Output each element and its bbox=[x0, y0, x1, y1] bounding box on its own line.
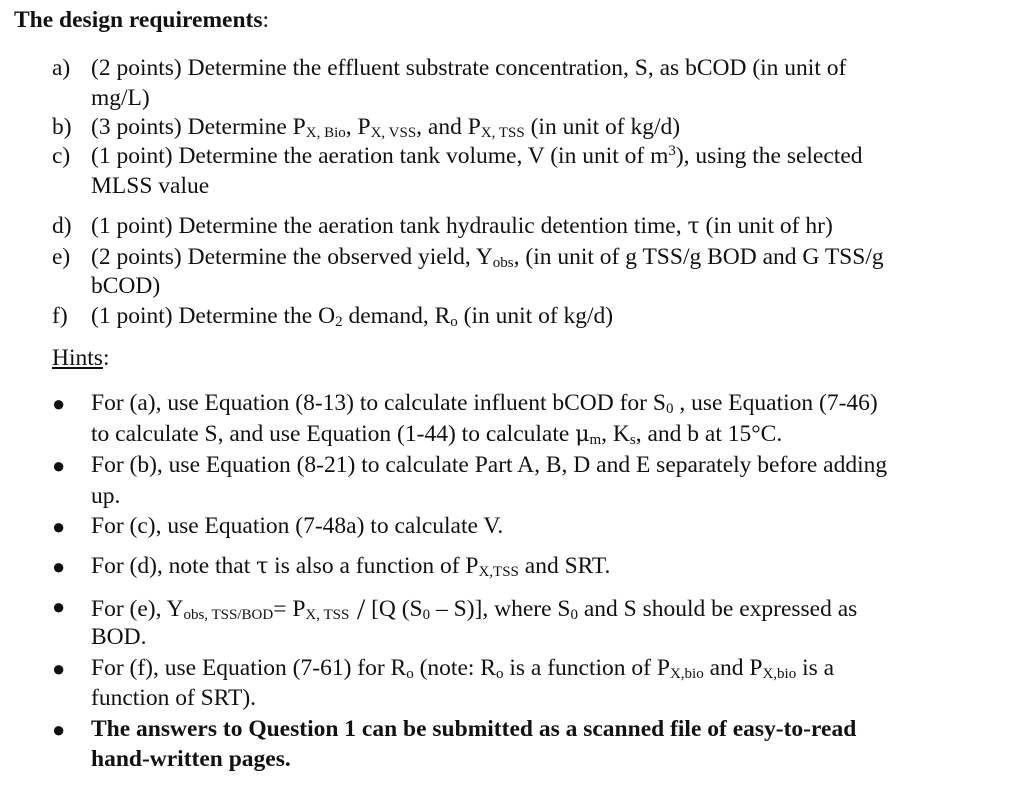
hint-text: up. bbox=[91, 483, 121, 509]
requirement-text: (2 points) Determine the observed yield, $Y_{obs}$, (in unit of g TSS/g BOD and G TSS/g bbox=[91, 244, 884, 271]
bullet-icon: ● bbox=[52, 453, 66, 478]
hint-text: For (e), $Y_{obs, TSS/BOD}= P_{X, TSS} / [Q$ $(S_0 - S)$], where $S_0$ and S should be expressed as bbox=[91, 593, 858, 626]
hint-text: to calculate S, and use Equation (1-44) to calculate $\mu_m$, $K_s$, and b at 15°C. bbox=[91, 421, 783, 448]
hints-title: Hints bbox=[52, 345, 103, 371]
design-requirements-title bbox=[14, 9, 269, 33]
requirement-text: (1 point) Determine the $O_2$ demand, $R_o$ (in unit of kg/d) bbox=[91, 303, 614, 330]
requirement-label: d) bbox=[52, 213, 72, 239]
bullet-icon: ● bbox=[52, 391, 66, 416]
requirement-text: mg/L) bbox=[91, 85, 150, 111]
hints-colon: : bbox=[102, 345, 110, 371]
hint-text: For (f), use Equation (7-61) for $R_o$ (note: $R_o$ is a function of $P_{X,bio}$ and $P_{X,bio}$ is a bbox=[91, 655, 835, 682]
hint-text: function of SRT). bbox=[91, 685, 257, 711]
requirement-text: (1 point) Determine the aeration tank volume, V (in unit of $m^3$), using the selected bbox=[91, 143, 863, 169]
hint-text: For (d), note that τ is also a function of $P_{X,TSS}$ and SRT. bbox=[91, 553, 611, 580]
requirement-label: a) bbox=[52, 55, 71, 81]
requirement-text: MLSS value bbox=[91, 173, 210, 199]
requirement-text: bCOD) bbox=[91, 273, 161, 299]
requirement-label: e) bbox=[52, 244, 71, 270]
bullet-icon: ● bbox=[52, 594, 66, 619]
title-text: The design requirements bbox=[14, 7, 263, 33]
bullet-icon: ● bbox=[52, 514, 66, 539]
hint-text: BOD. bbox=[91, 624, 147, 650]
bullet-icon: ● bbox=[52, 554, 66, 579]
hint-text: The answers to Question 1 can be submitted as a scanned file of easy-to-read bbox=[91, 716, 857, 742]
bullet-icon: ● bbox=[52, 717, 66, 742]
requirement-label: f) bbox=[52, 303, 68, 329]
requirement-label: c) bbox=[52, 143, 71, 169]
requirement-text: (1 point) Determine the aeration tank hydraulic detention time, τ (in unit of hr) bbox=[91, 213, 833, 239]
requirement-text: (2 points) Determine the effluent substrate concentration, S, as bCOD (in unit of bbox=[91, 55, 847, 81]
hints-heading bbox=[52, 347, 109, 371]
hint-text: For (b), use Equation (8-21) to calculate Part A, B, D and E separately before adding bbox=[91, 452, 888, 478]
bullet-icon: ● bbox=[52, 656, 66, 681]
hint-text: hand-written pages. bbox=[91, 746, 291, 772]
requirement-label: b) bbox=[52, 114, 72, 140]
tau-symbol: τ bbox=[687, 214, 700, 239]
hint-text: For (c), use Equation (7-48a) to calculate V. bbox=[91, 513, 504, 539]
tau-symbol: τ bbox=[256, 554, 269, 579]
title-colon: : bbox=[262, 7, 270, 33]
hint-text: For (a), use Equation (8-13) to calculate influent bCOD for $S_0$ , use Equation (7-46) bbox=[91, 390, 878, 417]
requirement-text: (3 points) Determine $P_{X, Bio}$, $P_{X, VSS}$, and $P_{X, TSS}$ (in unit of kg/d) bbox=[91, 114, 681, 141]
